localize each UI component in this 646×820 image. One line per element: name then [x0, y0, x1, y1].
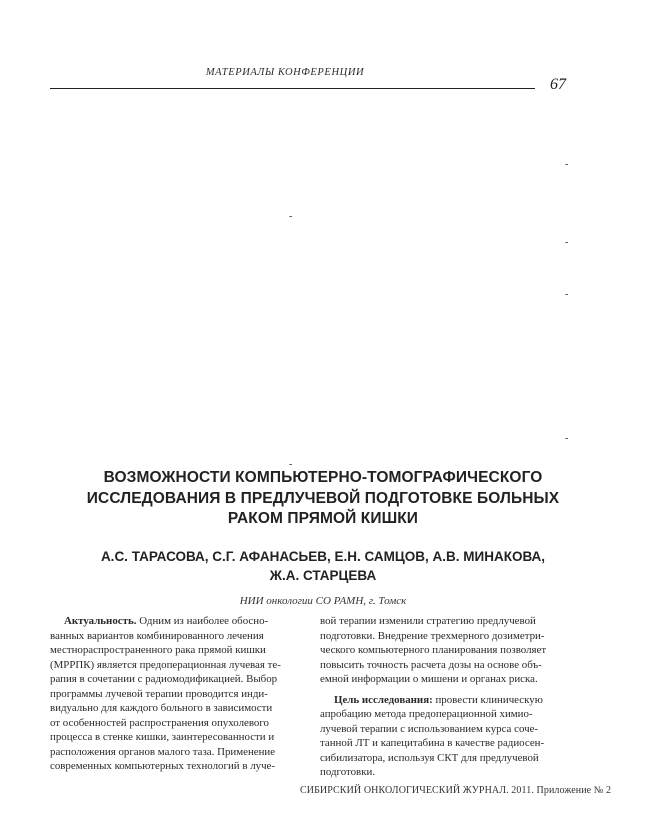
text-line: вой терапии изменили стратегию предлучевой: [320, 615, 536, 627]
text-line: подготовки. Внедрение трехмерного дозиметри-: [320, 629, 545, 642]
relevance-label: Актуальность.: [64, 615, 137, 627]
text-line: лучевой терапии с использованием курса соче-: [320, 722, 539, 735]
title-line: РАКОМ ПРЯМОЙ КИШКИ: [227, 510, 419, 527]
header-rule: [50, 88, 535, 89]
article-title: [40, 468, 606, 530]
title-line: ИССЛЕДОВАНИЯ В ПРЕДЛУЧЕВОЙ ПОДГОТОВКЕ БОЛЬНЫХ: [86, 489, 560, 507]
text-line: [320, 693, 567, 708]
text-line: ческого компьютерного планирования позволяет: [320, 644, 547, 656]
stray-dash: -: [565, 289, 569, 300]
text-line: подготовки.: [320, 766, 376, 778]
title-line: ВОЗМОЖНОСТИ КОМПЬЮТЕРНО-ТОМОГРАФИЧЕСКОГО: [103, 469, 543, 486]
text-line: местнораспространенного рака прямой кишки: [50, 644, 266, 656]
running-head: МАТЕРИАЛЫ КОНФЕРЕНЦИИ: [205, 67, 365, 78]
text-line: (МРРПК) является предоперационная лучевая те-: [50, 658, 281, 671]
text-line: современных компьютерных технологий в луче-: [50, 760, 276, 772]
text-line: программы лучевой терапии проводится инди-: [50, 687, 268, 700]
text-line: [50, 614, 297, 629]
stray-dash: -: [565, 433, 569, 444]
text-fragment: провести клиническую: [435, 693, 543, 706]
stray-dash: -: [289, 459, 293, 470]
text-line: сибилизатора, используя СКТ для предлучевой: [320, 751, 539, 764]
body-column-right: [320, 614, 567, 780]
stray-dash: -: [289, 211, 293, 222]
text-line: видуально для каждого больного в зависимости: [50, 702, 273, 714]
text-line: процесса в стенке кишки, заинтересованности и: [50, 731, 275, 743]
text-line: апробацию метода предоперационной химио-: [320, 708, 533, 720]
page-number: 67: [550, 76, 566, 93]
text-line: расположения органов малого таза. Применение: [50, 745, 276, 758]
author-line: А.С. ТАРАСОВА, С.Г. АФАНАСЬЕВ, Е.Н. САМЦОВ, А.В. МИНАКОВА,: [100, 549, 546, 564]
text-line: от особенностей распространения опухолевого: [50, 716, 269, 729]
stray-dash: -: [565, 237, 569, 248]
text-line: рапия в сочетании с радиомодификацией. Выбор: [50, 673, 278, 685]
text-line: танной ЛТ и капецитабина в качестве радиосен-: [320, 737, 545, 749]
journal-footer: СИБИРСКИЙ ОНКОЛОГИЧЕСКИЙ ЖУРНАЛ. 2011. Приложение № 2: [300, 785, 612, 796]
text-fragment: Одним из наиболее обосно-: [139, 615, 269, 627]
body-column-left: [50, 614, 297, 774]
text-line: ванных вариантов комбинированного лечения: [50, 629, 264, 642]
author-line: Ж.А. СТАРЦЕВА: [269, 568, 377, 583]
text-line: повысить точность расчета дозы на основе объ-: [320, 658, 542, 671]
affiliation: НИИ онкологии СО РАМН, г. Томск: [239, 595, 407, 607]
author-list: [40, 547, 606, 585]
aim-label: Цель исследования:: [334, 693, 433, 706]
stray-dash: -: [565, 159, 569, 170]
text-line: емной информации о мишени и органах риска.: [320, 673, 538, 685]
